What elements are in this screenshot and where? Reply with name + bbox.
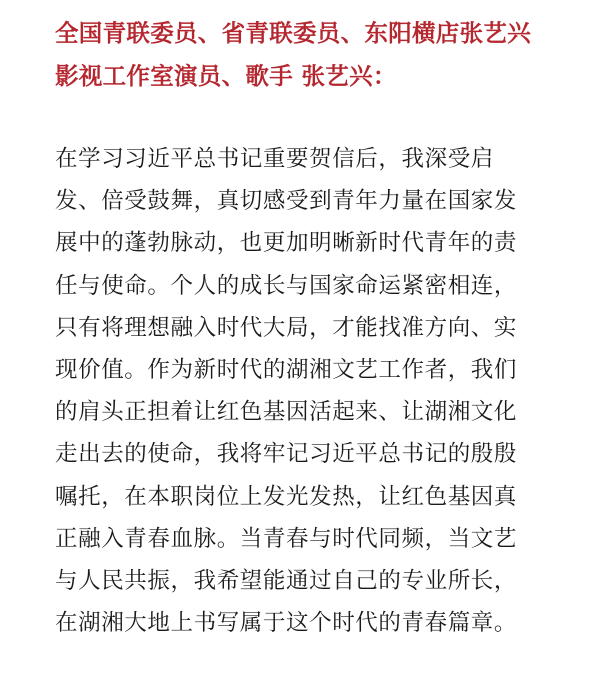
paragraph-line: 展中的蓬勃脉动，也更加明晰新时代青年的责 xyxy=(55,230,518,257)
paragraph-line: 的肩头正担着让红色基因活起来、让湖湘文化 xyxy=(55,399,518,426)
paragraph-line: 正融入青春血脉。当青春与时代同频，当文艺 xyxy=(55,525,518,552)
paragraph-line: 嘱托，在本职岗位上发光发热，让红色基因真 xyxy=(55,483,518,510)
speaker-heading xyxy=(55,12,575,98)
paragraph-line: 在湖湘大地上书写属于这个时代的青春篇章。 xyxy=(55,610,518,637)
paragraph-line: 发、倍受鼓舞，真切感受到青年力量在国家发 xyxy=(55,188,518,215)
paragraph-line: 现价值。作为新时代的湖湘文艺工作者，我们 xyxy=(55,357,518,384)
paragraph-line: 在学习习近平总书记重要贺信后，我深受启 xyxy=(55,146,494,172)
heading-line: 影视工作室演员、歌手 张艺兴： xyxy=(55,62,397,90)
paragraph-line: 与人民共振，我希望能通过自己的专业所长， xyxy=(55,568,518,595)
paragraph-line: 只有将理想融入时代大局，才能找准方向、实 xyxy=(55,314,518,341)
paragraph-line: 走出去的使命，我将牢记习近平总书记的殷殷 xyxy=(55,441,518,468)
heading-line: 全国青联委员、省青联委员、东阳横店张艺兴 xyxy=(55,19,531,47)
quote-paragraph xyxy=(55,138,585,644)
paragraph-line: 任与使命。个人的成长与国家命运紧密相连， xyxy=(55,272,518,299)
